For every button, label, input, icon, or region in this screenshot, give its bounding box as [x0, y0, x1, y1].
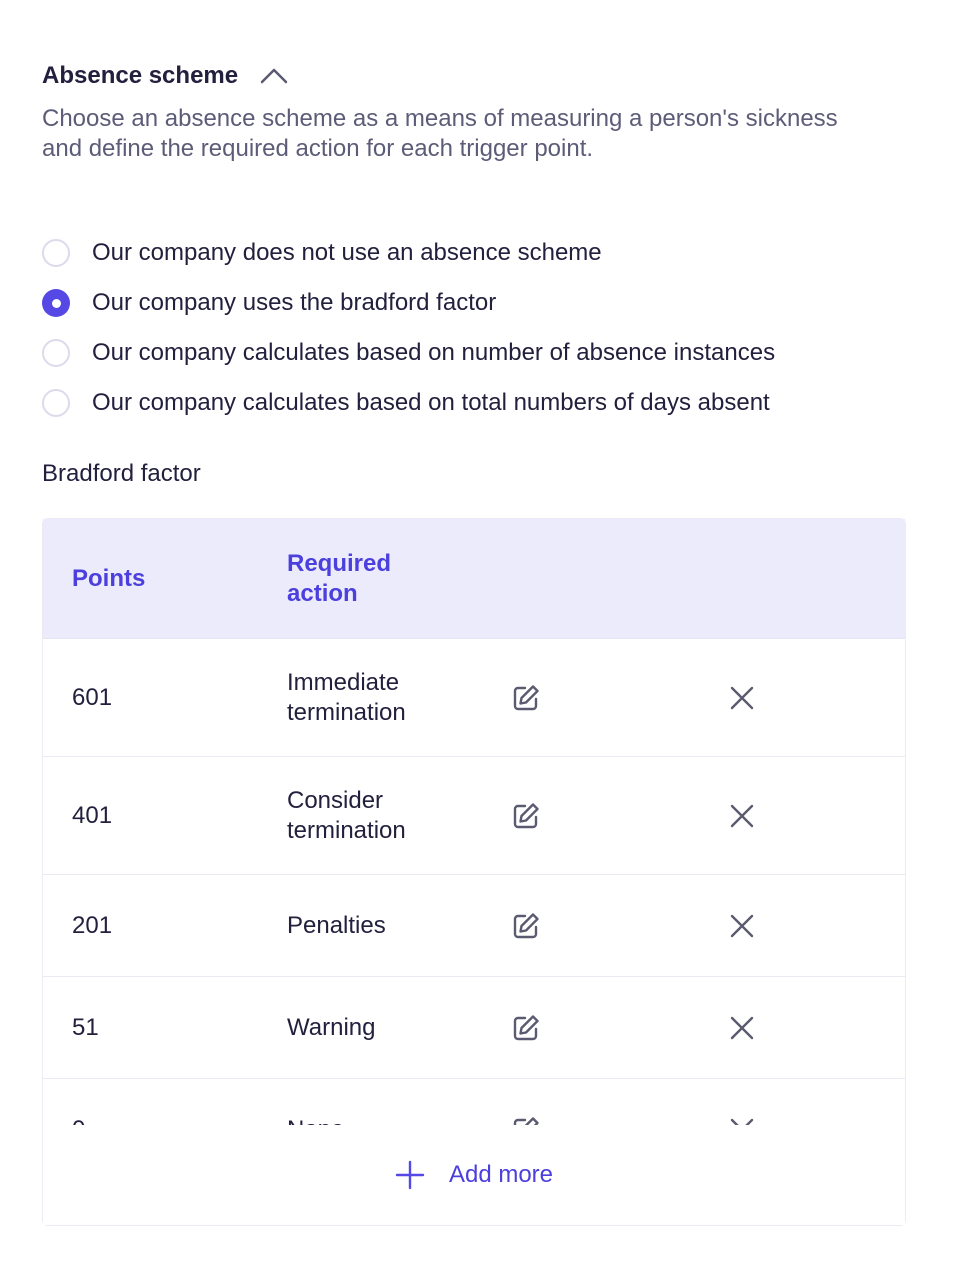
absence-scheme-options [42, 228, 906, 428]
column-header-required-action: Required action [287, 549, 392, 607]
option-no-scheme[interactable] [42, 228, 906, 278]
table-row [43, 757, 905, 875]
bradford-table [42, 518, 906, 1226]
option-bradford-factor[interactable] [42, 278, 906, 328]
section-header [42, 60, 290, 92]
collapse-button[interactable] [258, 60, 290, 92]
delete-button[interactable] [725, 1011, 759, 1045]
section-description: Choose an absence scheme as a means of measuring a person's sickness and define the required action for each trigger point. [42, 105, 838, 162]
edit-button[interactable] [509, 799, 543, 833]
action-cell: Warning [287, 1013, 376, 1041]
close-icon [729, 685, 755, 711]
points-cell: 51 [72, 1013, 99, 1041]
table-header [43, 519, 905, 639]
column-header-points: Points [72, 564, 146, 592]
action-cell: Consider termination [287, 786, 406, 844]
action-cell: Penalties [287, 911, 386, 939]
option-label: Our company calculates based on total numbers of days absent [92, 389, 770, 416]
table-row [43, 875, 905, 977]
close-icon [729, 913, 755, 939]
radio-button[interactable] [42, 339, 70, 367]
option-days-absent[interactable] [42, 378, 906, 428]
option-label: Our company uses the bradford factor [92, 289, 497, 316]
edit-icon [511, 801, 541, 831]
edit-button[interactable] [509, 909, 543, 943]
edit-icon [511, 1013, 541, 1043]
delete-button[interactable] [725, 909, 759, 943]
close-icon [729, 803, 755, 829]
points-cell: 601 [72, 683, 113, 711]
table-row [43, 977, 905, 1079]
points-cell: 201 [72, 911, 113, 939]
plus-icon [395, 1160, 425, 1190]
delete-button[interactable] [725, 799, 759, 833]
section-title: Absence scheme [42, 62, 239, 89]
radio-button[interactable] [42, 239, 70, 267]
edit-icon [511, 683, 541, 713]
option-label: Our company does not use an absence scheme [92, 239, 602, 266]
edit-icon [511, 911, 541, 941]
edit-button[interactable] [509, 681, 543, 715]
delete-button[interactable] [725, 681, 759, 715]
radio-button[interactable] [42, 389, 70, 417]
option-absence-instances[interactable] [42, 328, 906, 378]
table-body [43, 639, 905, 1125]
close-icon [729, 1015, 755, 1041]
points-cell: 401 [72, 801, 113, 829]
table-row [43, 639, 905, 757]
option-label: Our company calculates based on number of absence instances [92, 339, 776, 366]
edit-button[interactable] [509, 1011, 543, 1045]
add-more-button[interactable] [43, 1125, 905, 1225]
radio-button-selected[interactable] [42, 289, 70, 317]
add-more-label: Add more [448, 1161, 554, 1188]
chevron-up-icon [259, 67, 289, 85]
action-cell: Immediate termination [287, 668, 406, 726]
bradford-factor-heading: Bradford factor [42, 460, 201, 487]
